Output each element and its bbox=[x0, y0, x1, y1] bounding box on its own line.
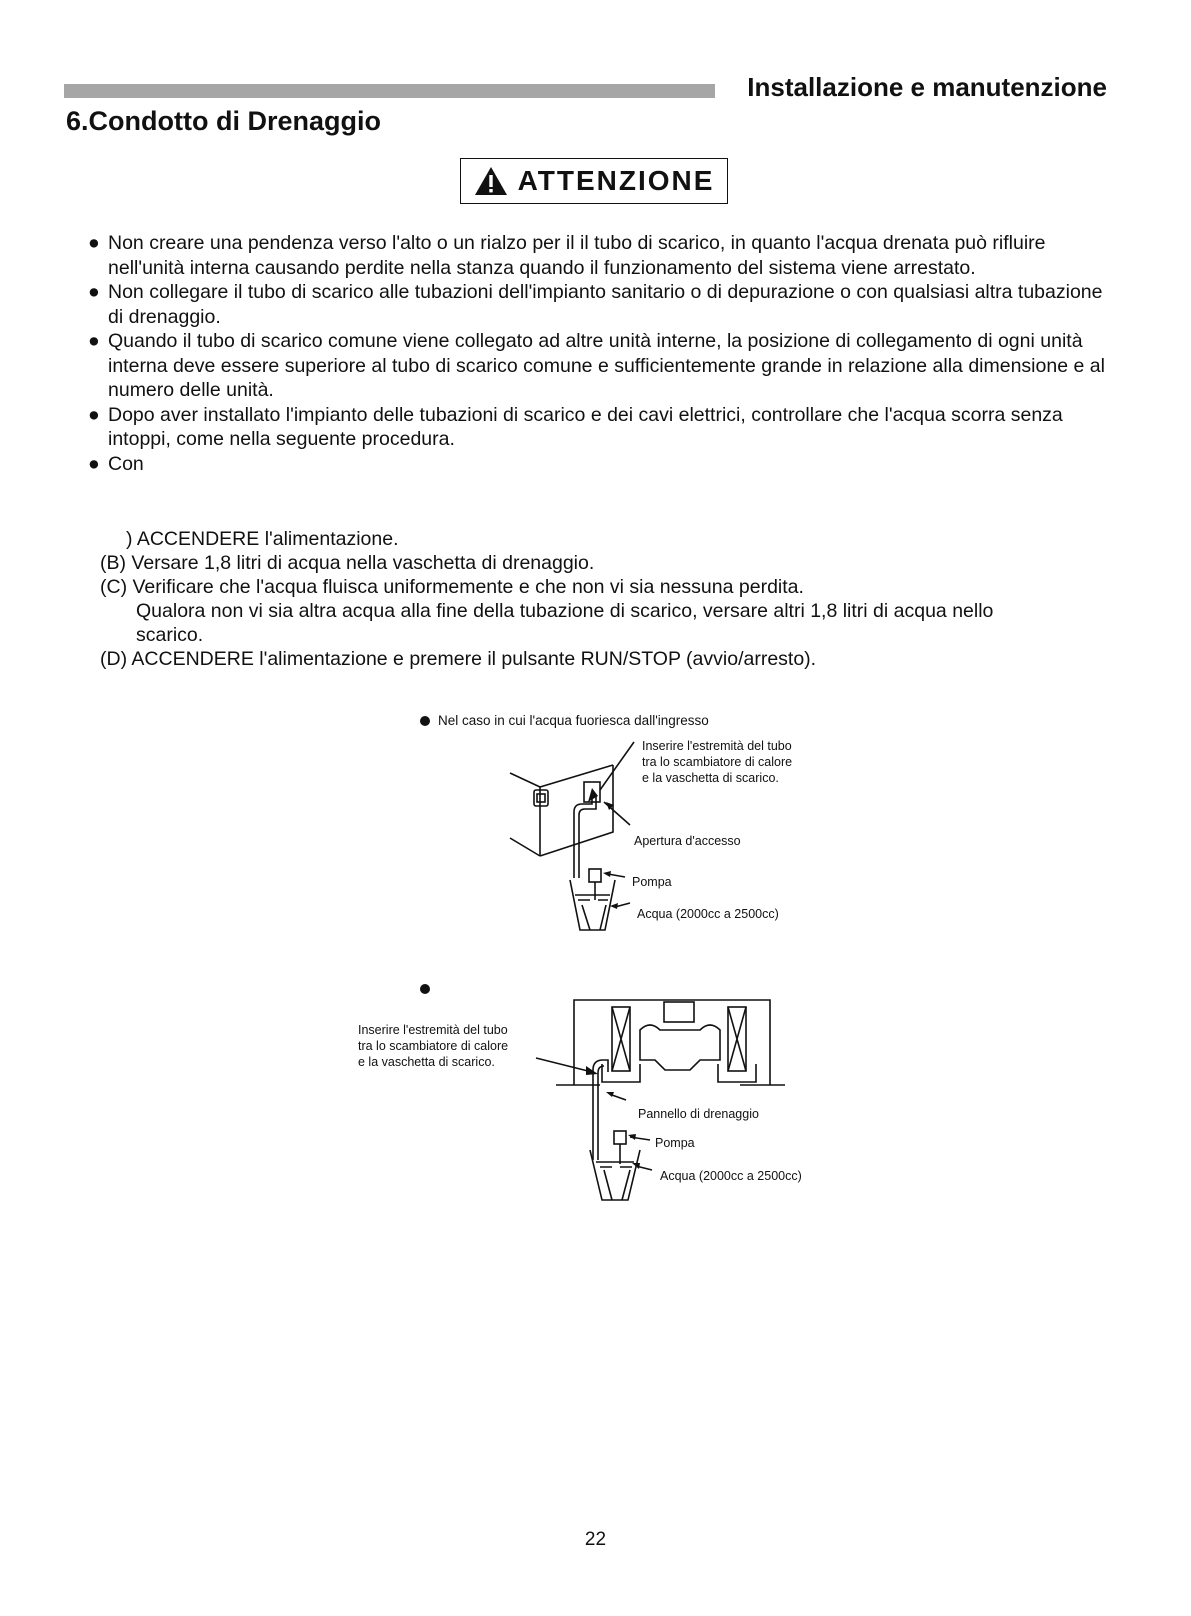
hose2-outer bbox=[593, 1060, 608, 1160]
page-number: 22 bbox=[584, 1529, 607, 1550]
bullet-text: Quando il tubo di scarico comune viene collegato ad altre unità interne, la posizione di collegamento di ogni unità interna deve essere superiore al tubo di scarico comune e sufficientemente grande in relazione alla dimensione e al numero delle unità. bbox=[108, 330, 1105, 401]
bullet-dot: ● bbox=[88, 330, 100, 352]
figure1-access-label: Apertura d'accesso bbox=[634, 834, 741, 848]
bullet-dot: ● bbox=[88, 281, 100, 303]
unit-top-edge bbox=[510, 765, 613, 787]
warning-label: ATTENZIONE bbox=[517, 165, 715, 196]
unit-side-fitting bbox=[534, 790, 548, 806]
label-line: e la vaschetta di scarico. bbox=[642, 771, 779, 785]
leader-pump-1 bbox=[608, 874, 625, 877]
bucket-1-inner bbox=[582, 905, 606, 930]
arrow-pan bbox=[606, 1092, 614, 1097]
figure2-pan-label: Pannello di drenaggio bbox=[638, 1107, 759, 1121]
arrow-insert-2 bbox=[586, 1066, 598, 1075]
figure1-water-label: Acqua (2000cc a 2500cc) bbox=[637, 907, 779, 921]
bullet-text: Con bbox=[108, 452, 144, 475]
bucket-1 bbox=[570, 880, 615, 930]
exchanger-left-x bbox=[612, 1007, 630, 1071]
figure2-pump-label: Pompa bbox=[655, 1136, 695, 1150]
leader-insert-1 bbox=[600, 742, 634, 790]
hose-outer bbox=[574, 795, 592, 878]
header-title: Installazione e manutenzione bbox=[747, 72, 1107, 102]
label-line: Inserire l'estremità del tubo bbox=[642, 739, 792, 753]
pump-1 bbox=[589, 869, 601, 882]
step-c-note: Qualora non vi sia altra acqua alla fine della tubazione di scarico, versare altri 1,8 litri di acqua nello bbox=[136, 600, 994, 622]
figure1-pump-label: Pompa bbox=[632, 875, 672, 889]
arrow-water-1 bbox=[610, 903, 618, 909]
fan-motor bbox=[664, 1002, 694, 1022]
bullet-text: Non creare una pendenza verso l'alto o un rialzo per il il tubo di scarico, in quanto l'acqua drenata può rifluire nell'unità interna causando perdite nella stanza quando il funzionamento del sistema viene arrestato. bbox=[108, 232, 1046, 279]
label-line: Inserire l'estremità del tubo bbox=[358, 1023, 508, 1037]
figure1-caption-text: Nel caso in cui l'acqua fuoriesca dall'ingresso bbox=[438, 713, 709, 728]
bullet-dot: ● bbox=[88, 403, 100, 426]
step-d: (D) ACCENDERE l'alimentazione e premere il pulsante RUN/STOP (avvio/arresto). bbox=[100, 648, 817, 670]
figure1-drawing bbox=[510, 742, 634, 930]
step-c-note-end: scarico. bbox=[136, 624, 204, 646]
figure2-water-label: Acqua (2000cc a 2500cc) bbox=[660, 1169, 802, 1183]
step-b: (B) Versare 1,8 litri di acqua nella vaschetta di drenaggio. bbox=[100, 552, 595, 574]
unit-bottom-edge bbox=[510, 838, 540, 856]
bullet-text: Non collegare il tubo di scarico alle tubazioni dell'impianto sanitario o di depurazione o con qualsiasi altra tubazione di drenaggio. bbox=[108, 281, 1103, 328]
label-line: tra lo scambiatore di calore bbox=[358, 1039, 509, 1053]
cassette-housing bbox=[574, 1000, 770, 1085]
leader-pan bbox=[612, 1095, 626, 1100]
bullet-dot: ● bbox=[88, 452, 100, 475]
pump-2 bbox=[614, 1131, 626, 1144]
label-line: e la vaschetta di scarico. bbox=[358, 1055, 495, 1069]
bucket-2-inner bbox=[604, 1170, 630, 1200]
drain-pan-right bbox=[718, 1064, 756, 1082]
leader-insert-2 bbox=[536, 1058, 592, 1072]
arrow-pump-1 bbox=[603, 871, 611, 877]
label-line: tra lo scambiatore di calore bbox=[642, 755, 793, 769]
step-c: (C) Verificare che l'acqua fluisca uniformemente e che non vi sia nessuna perdita. bbox=[100, 576, 804, 598]
arrow-pump-2 bbox=[628, 1134, 636, 1140]
figure2-insert-label bbox=[358, 1022, 508, 1070]
figure2-bullet-icon bbox=[420, 984, 430, 994]
unit-front-face bbox=[540, 765, 613, 856]
fan-housing bbox=[640, 1025, 720, 1070]
section-title: 6.Condotto di Drenaggio bbox=[66, 106, 381, 136]
bullet-text: Dopo aver installato l'impianto delle tubazioni di scarico e dei cavi elettrici, controllare che l'acqua scorra senza intoppi, come nella seguente procedura. bbox=[108, 403, 1063, 450]
figure1-insert-label bbox=[642, 738, 792, 786]
unit-side-fitting-inner bbox=[537, 794, 545, 802]
hose-inner bbox=[579, 795, 596, 878]
bullet-dot: ● bbox=[88, 232, 100, 254]
hose2-inner bbox=[598, 1066, 604, 1160]
step-a: ) ACCENDERE l'alimentazione. bbox=[126, 528, 399, 550]
exchanger-right-x bbox=[728, 1007, 746, 1071]
